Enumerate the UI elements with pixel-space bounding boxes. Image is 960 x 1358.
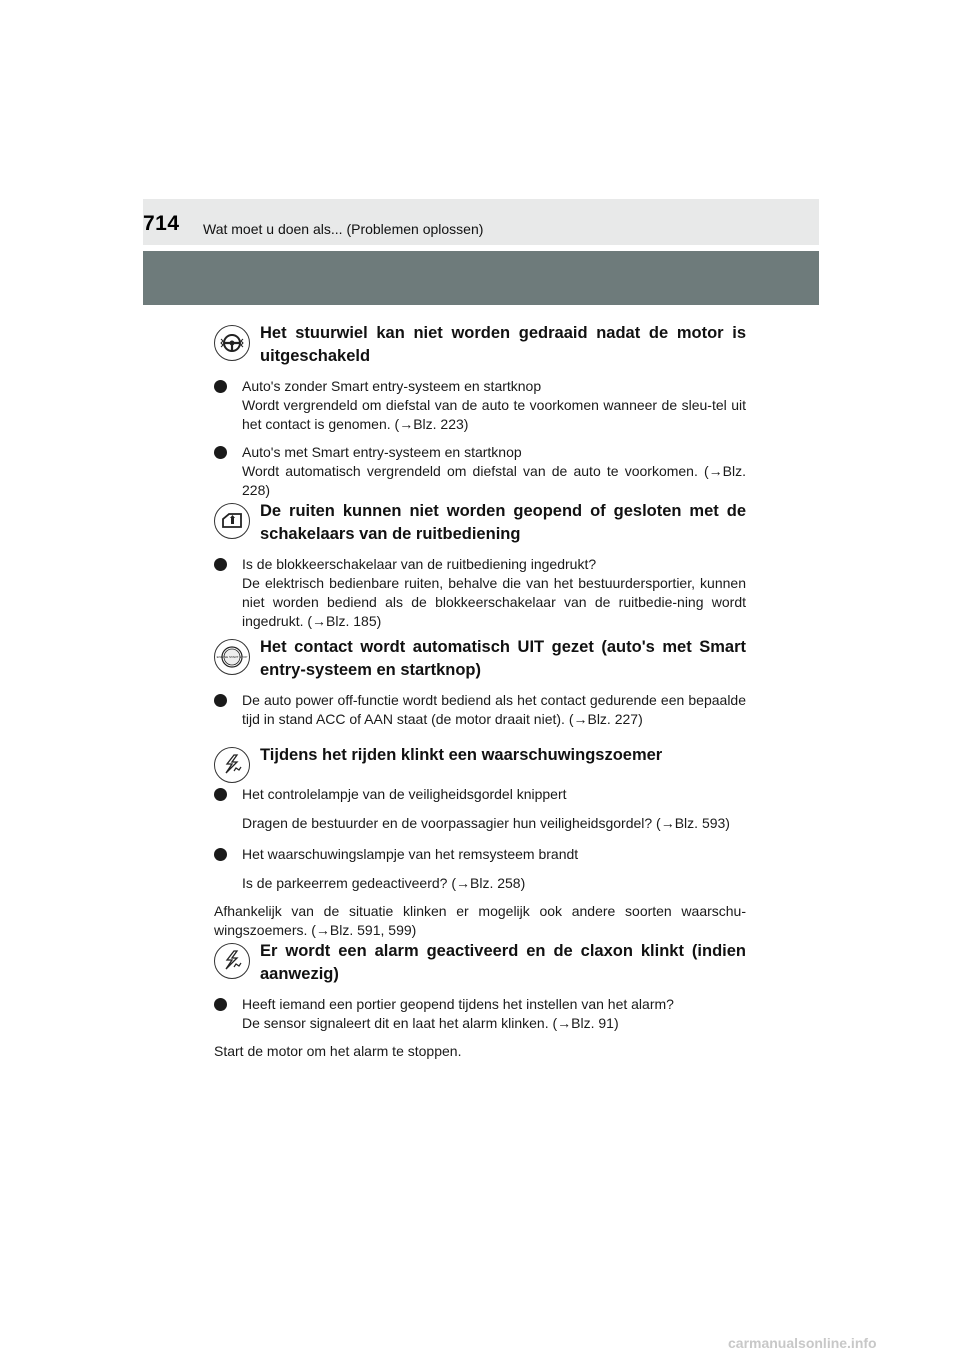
section-band <box>143 251 819 305</box>
item-heading: Het waarschuwingslampje van het remsysteem brandt <box>242 846 579 862</box>
list-item <box>214 785 746 833</box>
item-heading: Is de blokkeerschakelaar van de ruitbediening ingedrukt? <box>242 556 597 572</box>
power-window-icon <box>214 503 250 539</box>
running-title: Wat moet u doen als... (Problemen oplossen) <box>203 221 484 237</box>
item-text: Is de parkeerrem gedeactiveerd? (→Blz. 258) <box>242 875 526 891</box>
section-power-windows <box>214 500 746 631</box>
section-warning-buzzer <box>214 744 746 940</box>
list-item <box>214 555 746 631</box>
bullet <box>214 558 227 571</box>
section-auto-power-off <box>214 636 746 729</box>
bullet <box>214 998 227 1011</box>
item-text: Wordt vergrendeld om diefstal van de auto te voorkomen wanneer de sleu-tel uit het contact is genomen. (→Blz. 223) <box>242 397 746 432</box>
section-alarm <box>214 940 746 1061</box>
item-text: De sensor signaleert dit en laat het alarm klinken. (→Blz. 91) <box>242 1015 619 1031</box>
list-item <box>214 691 746 729</box>
item-text: De elektrisch bedienbare ruiten, behalve die van het bestuurdersportier, kunnen niet worden bediend als de blokkeerschakelaar van de ruitbedie-ning wordt ingedrukt. (→Blz. 185) <box>242 575 746 629</box>
steering-wheel-icon <box>214 325 250 361</box>
section-title: Tijdens het rijden klinkt een waarschuwingszoemer <box>260 746 663 764</box>
note-text: Afhankelijk van de situatie klinken er mogelijk ook andere soorten waarschu-wingszoemers. (→Blz. 591, 599) <box>214 903 746 938</box>
section-title: Er wordt een alarm geactiveerd en de claxon klinkt (indien aanwezig) <box>260 942 746 983</box>
bullet <box>214 848 227 861</box>
note-text: Start de motor om het alarm te stoppen. <box>214 1043 462 1059</box>
alarm-icon <box>214 943 250 979</box>
bullet <box>214 380 227 393</box>
item-text: Dragen de bestuurder en de voorpassagier hun veiligheidsgordel? (→Blz. 593) <box>242 815 730 831</box>
list-item <box>214 443 746 500</box>
bullet <box>214 694 227 707</box>
watermark: carmanualsonline.info <box>728 1335 877 1351</box>
section-steering-wheel <box>214 322 746 500</box>
item-heading: Auto's met Smart entry-systeem en startknop <box>242 444 522 460</box>
bullet <box>214 446 227 459</box>
list-item <box>214 377 746 434</box>
warning-buzzer-icon <box>214 747 250 783</box>
list-item <box>214 845 746 893</box>
page-number: 714 <box>143 212 180 235</box>
engine-start-stop-icon <box>214 639 250 675</box>
icon-label: ENGINE START STOP <box>216 655 248 659</box>
item-heading: Heeft iemand een portier geopend tijdens het instellen van het alarm? <box>242 996 674 1012</box>
list-item <box>214 995 746 1033</box>
item-heading: Het controlelampje van de veiligheidsgordel knippert <box>242 786 567 802</box>
section-title: De ruiten kunnen niet worden geopend of gesloten met de schakelaars van de ruitbediening <box>260 502 746 543</box>
bullet <box>214 788 227 801</box>
section-title: Het contact wordt automatisch UIT gezet (auto's met Smart entry-systeem en startknop) <box>260 638 746 679</box>
item-heading: Auto's zonder Smart entry-systeem en startknop <box>242 378 542 394</box>
item-text: Wordt automatisch vergrendeld om diefstal van de auto te voorkomen. (→Blz. 228) <box>242 463 746 498</box>
section-title: Het stuurwiel kan niet worden gedraaid nadat de motor is uitgeschakeld <box>260 324 746 365</box>
item-text: De auto power off-functie wordt bediend als het contact gedurende een bepaalde tijd in stand ACC of AAN staat (de motor draait niet). (→Blz. 227) <box>242 692 746 727</box>
